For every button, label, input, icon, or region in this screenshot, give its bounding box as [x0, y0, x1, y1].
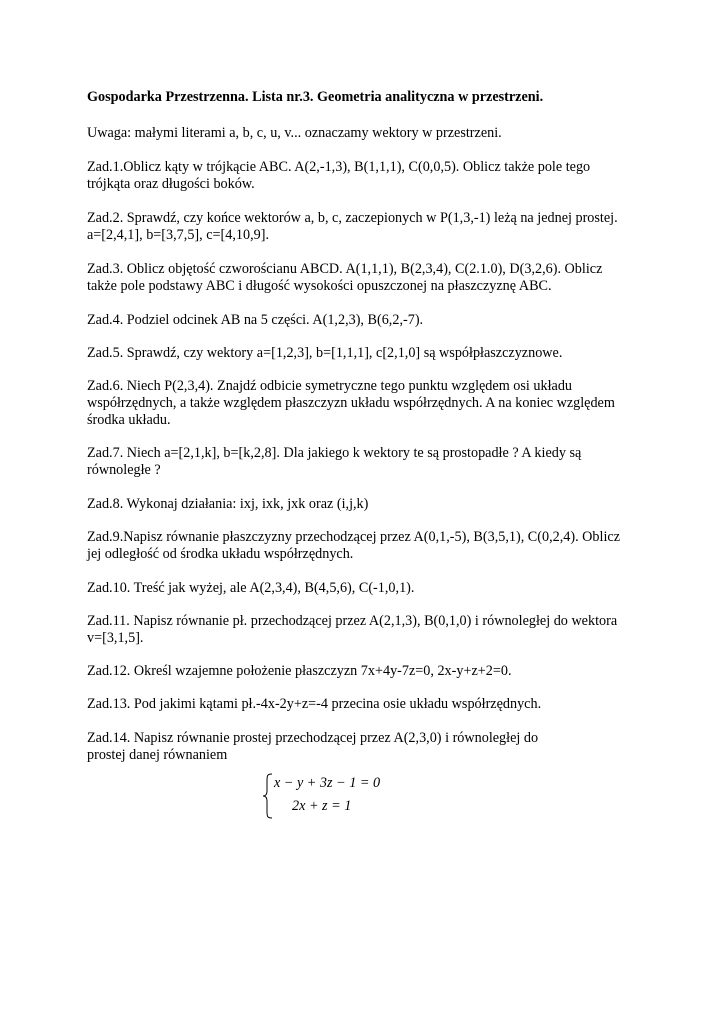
equation-1: x − y + 3z − 1 = 0	[274, 775, 381, 791]
document-title: Gospodarka Przestrzenna. Lista nr.3. Geometria analityczna w przestrzeni.	[87, 89, 544, 105]
task-10: Zad.10. Treść jak wyżej, ale A(2,3,4), B(4,5,6), C(-1,0,1).	[87, 580, 415, 596]
task-5: Zad.5. Sprawdź, czy wektory a=[1,2,3], b=[1,1,1], c[2,1,0] są współpłaszczyznowe.	[87, 345, 563, 361]
task-13: Zad.13. Pod jakimi kątami pł.-4x-2y+z=-4 przecina osie układu współrzędnych.	[87, 696, 542, 712]
task-12: Zad.12. Określ wzajemne położenie płaszczyzn 7x+4y-7z=0, 2x-y+z+2=0.	[87, 663, 512, 679]
task-7: Zad.7. Niech a=[2,1,k], b=[k,2,8]. Dla jakiego k wektory te są prostopadłe ? A kiedy są równoległe ?	[87, 445, 582, 478]
task-6: Zad.6. Niech P(2,3,4). Znajdź odbicie symetryczne tego punktu względem osi układu współrzędnych, a także względem płaszczyzn układu współrzędnych. A na koniec względem środka układu.	[87, 378, 615, 428]
task-4: Zad.4. Podziel odcinek AB na 5 części. A(1,2,3), B(6,2,-7).	[87, 312, 424, 328]
note-uwaga: Uwaga: małymi literami a, b, c, u, v... oznaczamy wektory w przestrzeni.	[87, 125, 502, 141]
task-2: Zad.2. Sprawdź, czy końce wektorów a, b, c, zaczepionych w P(1,3,-1) leżą na jednej prostej. a=[2,4,1], b=[3,7,5], c=[4,10,9].	[87, 210, 618, 243]
equation-2: 2x + z = 1	[292, 798, 352, 814]
task-9: Zad.9.Napisz równanie płaszczyzny przechodzącej przez A(0,1,-5), B(3,5,1), C(0,2,4). Oblicz jej odległość od środka układu współrzędnych.	[87, 529, 621, 562]
left-brace-icon	[262, 773, 274, 819]
task-14: Zad.14. Napisz równanie prostej przechodzącej przez A(2,3,0) i równoległej do prostej danej równaniem	[87, 730, 539, 763]
equation-system	[262, 773, 402, 819]
task-3: Zad.3. Oblicz objętość czworościanu ABCD. A(1,1,1), B(2,3,4), C(2.1.0), D(3,2,6). Oblicz także pole podstawy ABC i długość wysokości opuszczonej na płaszczyznę ABC.	[87, 261, 603, 294]
task-1: Zad.1.Oblicz kąty w trójkącie ABC. A(2,-1,3), B(1,1,1), C(0,0,5). Oblicz także pole tego trójkąta oraz długości boków.	[87, 159, 591, 192]
task-11: Zad.11. Napisz równanie pł. przechodzącej przez A(2,1,3), B(0,1,0) i równoległej do wektora v=[3,1,5].	[87, 613, 618, 646]
task-8: Zad.8. Wykonaj działania: ixj, ixk, jxk oraz (i,j,k)	[87, 496, 369, 512]
